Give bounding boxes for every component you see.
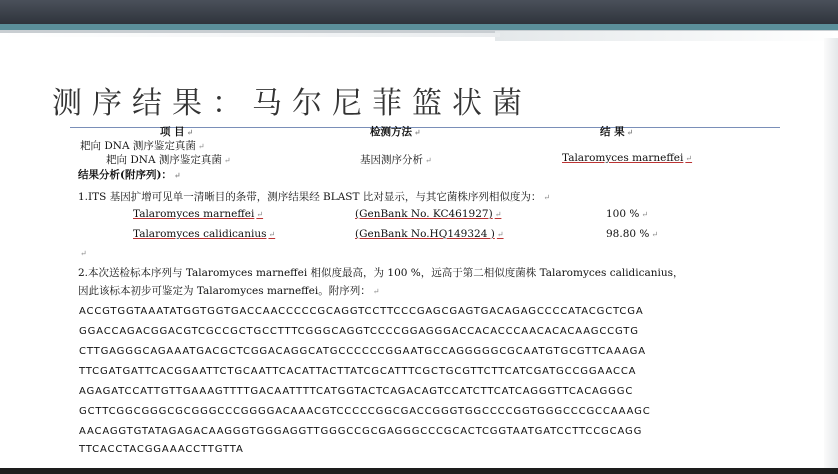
header-result: 结 果 ↵ [600,126,634,138]
right-rail [824,38,838,468]
report-scan [70,124,780,466]
match-1-similarity: 100 % ↵ [606,208,649,220]
slide-title: 测序结果：马尔尼菲篮状菌 [52,86,532,121]
sequence-line: GCTTCGGCGGGCGCGGGCCCGGGGACAAACGTCCCCCGGCGACCGGGTGGCCCCGGTGGGCCCGCCAAAGC [79,406,651,417]
sequence-line: ACCGTGGTAAATATGGTGGTGACCAACCCCCGCAGGTCCTTCCCGAGCGAGTGACAGAGCCCCATACGCTCGA [79,306,644,317]
sequence-line: TTCACCTACGGAAACCTTGTTA [79,444,244,455]
header-method: 检测方法 ↵ [370,126,421,138]
analysis-heading: 结果分析(附序列)： ↵ [78,169,181,181]
row2-item: 耙向 DNA 测序鉴定真菌 ↵ [106,154,231,166]
paragraph-2-line-1: 2.本次送检标本序列与 Talaromyces marneffei 相似度最高，为 100 %，远高于第二相似度菌株 Talaromyces calidicanius， [78,267,684,279]
header-fade-right [495,31,838,41]
sequence-line: GGACCAGACGGACGTCGCCGCTGCCTTTCGGGCAGGTCCCCGGAGGGACCACACCCAACACACAAGCCGTG [79,326,639,337]
header-fade-left [0,33,500,37]
sequence-line: CTTGAGGGCAGAAATGACGCTCGGACAGGCATGCCCCCCGGAATGCCAGGGGGCGCAATGTGCGTTCAAAGA [79,346,646,357]
match-1-name: Talaromyces marneffei ↵ [133,208,264,220]
sequence-line: AACAGGTGTATAGAGACAAGGGTGGGAGGTTGGGCCGCGAGGGCCCGCACTCGGTAATGATCCTTCCGCAGG [79,426,643,437]
blank-line-marker: ↵ [80,249,87,258]
sequence-line: TTCGATGATTCACGGAATTCTGCAATTCACATTACTTATCGCATTTCGCTGCGTTCTTCATCGATGCCGGAACCA [79,366,637,377]
header-item: 项 目 ↵ [160,126,194,138]
footer-rule [0,468,838,474]
paragraph-1: 1.ITS 基因扩增可见单一清晰目的条带，测序结果经 BLAST 比对显示，与其它菌株序列相似度为： ↵ [78,191,551,203]
row2-result: Talaromyces marneffei ↵ [562,152,693,164]
header-band [0,0,838,24]
match-2-accession: (GenBank No.HQ149324 ) ↵ [355,228,504,240]
match-2-name: Talaromyces calidicanius ↵ [133,228,276,240]
row1-item: 耙向 DNA 测序鉴定真菌 ↵ [80,140,205,152]
match-2-similarity: 98.80 % ↵ [606,228,659,240]
row2-method: 基因测序分析 ↵ [360,154,432,166]
match-1-accession: (GenBank No. KC461927) ↵ [355,208,502,220]
sequence-line: AGAGATCCATTGTTGAAAGTTTTGACAATTTTCATGGTACTCAGACAGTCCATCTTCATCAGGGTTCACAGGGC [79,386,634,397]
paragraph-2-line-2: 因此该标本初步可鉴定为 Talaromyces marneffei。附序列： ↵ [78,285,380,297]
